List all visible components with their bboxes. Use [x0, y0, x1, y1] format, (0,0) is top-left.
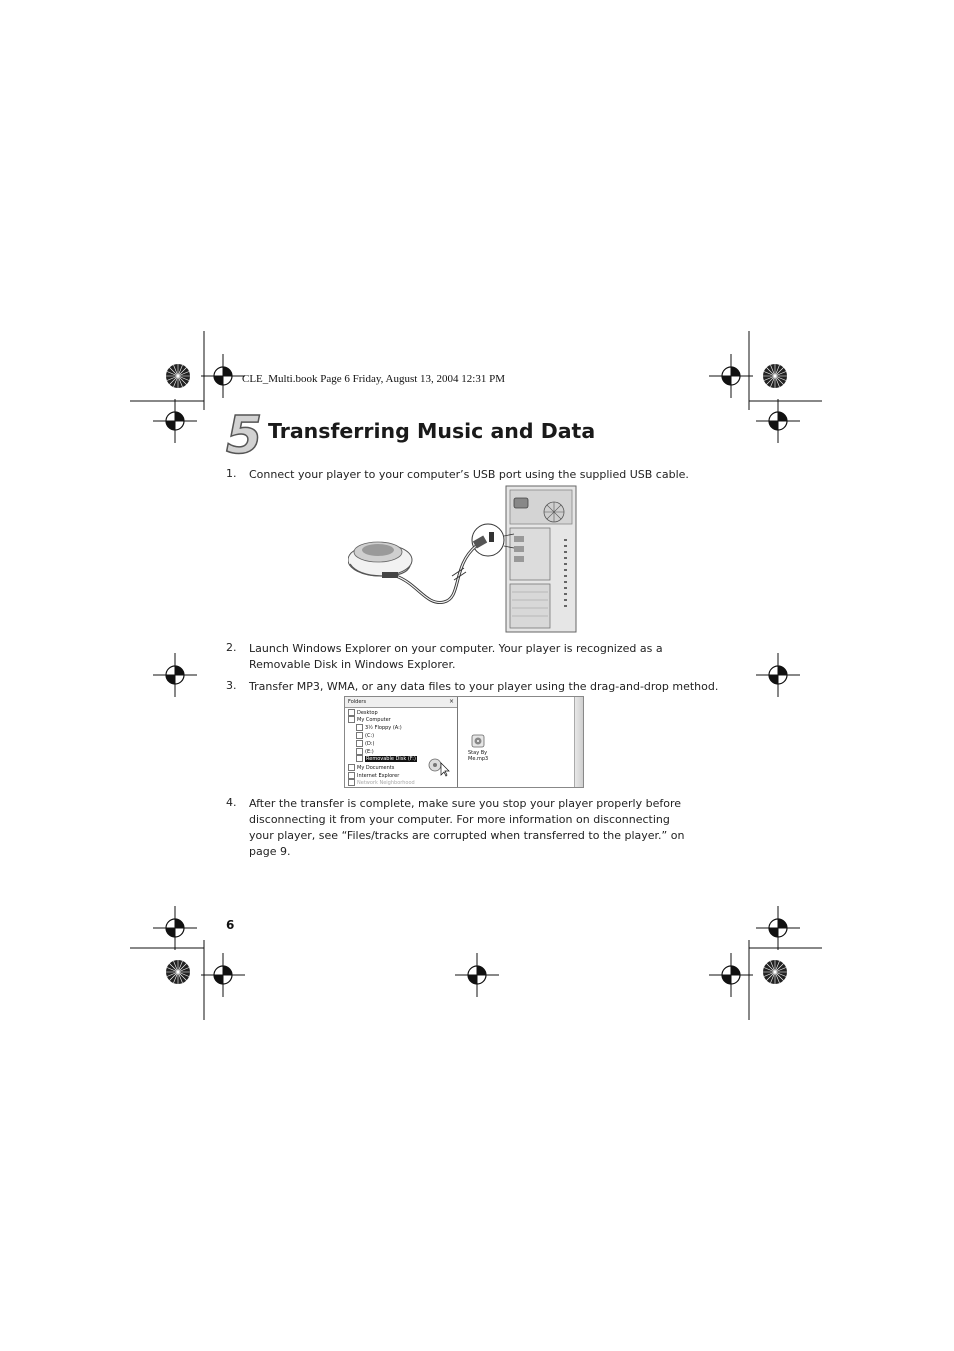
- crosshair-icon: [455, 953, 499, 997]
- star-target-icon: [763, 364, 787, 388]
- usb-connection-illustration: [348, 484, 580, 634]
- tree-item-floppy: 3½ Floppy (A:): [356, 724, 402, 732]
- step-text: Transfer MP3, WMA, or any data files to your player using the drag-and-drop method.: [249, 680, 719, 693]
- dragged-file-cursor-icon: [427, 757, 451, 777]
- star-target-icon: [166, 960, 190, 984]
- tree-item-my-computer: My Computer: [348, 716, 391, 724]
- computer-icon: [348, 716, 355, 723]
- tree-item-removable-disk: Removable Disk (F:): [356, 755, 417, 763]
- tree-item-my-documents: My Documents: [348, 764, 394, 772]
- step-number: 3.: [226, 679, 237, 692]
- removable-disk-icon: [356, 755, 363, 762]
- computer-tower-icon: [506, 486, 576, 632]
- tree-item-network: Network Neighborhood: [348, 779, 415, 787]
- step-number: 1.: [226, 467, 237, 480]
- crosshair-icon: [153, 906, 197, 950]
- close-icon: ×: [448, 698, 454, 705]
- crosshair-icon: [153, 653, 197, 697]
- crosshair-icon: [756, 399, 800, 443]
- tree-item-internet-explorer: Internet Explorer: [348, 772, 399, 780]
- tree-item-drive-d: (D:): [356, 740, 374, 748]
- crosshair-icon: [201, 953, 245, 997]
- mp3-player-icon: [348, 542, 412, 578]
- tree-item-desktop: Desktop: [348, 709, 378, 717]
- folders-pane-title: Folders: [348, 699, 367, 705]
- crosshair-icon: [709, 953, 753, 997]
- desktop-icon: [348, 709, 355, 716]
- scrollbar: [574, 697, 583, 787]
- star-target-icon: [166, 364, 190, 388]
- crosshair-icon: [756, 906, 800, 950]
- crosshair-icon: [201, 354, 245, 398]
- print-header: CLE_Multi.book Page 6 Friday, August 13, 2004 12:31 PM: [242, 373, 505, 385]
- step-number: 2.: [226, 641, 237, 654]
- tree-item-drive-c: (C:): [356, 732, 374, 740]
- step-number: 4.: [226, 796, 237, 809]
- step-text: Connect your player to your computer’s USB port using the supplied USB cable.: [249, 468, 689, 481]
- file-name: Stay By Me.mp3: [468, 750, 489, 762]
- drive-icon: [356, 740, 363, 747]
- crosshair-icon: [709, 354, 753, 398]
- tree-item-drive-e: (E:): [356, 748, 374, 756]
- cd-drive-icon: [356, 748, 363, 755]
- star-target-icon: [763, 960, 787, 984]
- crosshair-icon: [756, 653, 800, 697]
- drive-icon: [356, 732, 363, 739]
- audio-file-icon: [471, 734, 485, 748]
- network-icon: [348, 779, 355, 786]
- crosshair-icon: [153, 399, 197, 443]
- floppy-drive-icon: [356, 724, 363, 731]
- step-text: After the transfer is complete, make sure you stop your player properly before disconnecting it from your computer. For more information on disconnecting your player, see “Files/tracks are corrupted when transferred to the player.” on page 9.: [249, 797, 685, 858]
- folder-icon: [348, 764, 355, 771]
- chapter-number: 5: [226, 406, 263, 466]
- globe-icon: [348, 772, 355, 779]
- page-number: 6: [226, 918, 235, 932]
- step-text: Launch Windows Explorer on your computer. Your player is recognized as a Removable Disk in Windows Explorer.: [249, 642, 663, 671]
- chapter-title: Transferring Music and Data: [268, 419, 596, 443]
